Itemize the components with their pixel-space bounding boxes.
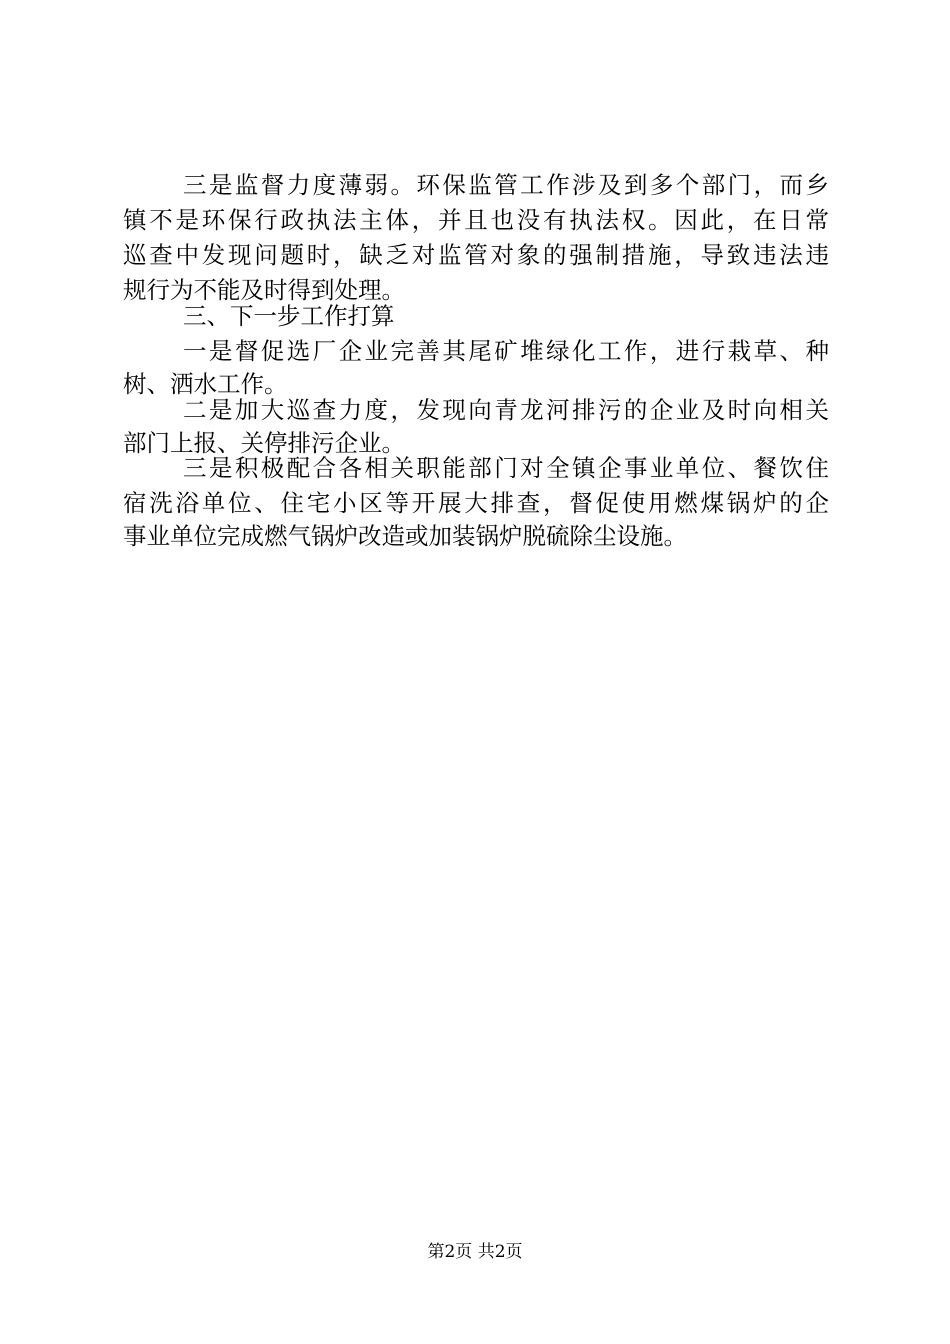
paragraph-3-line-2: 部门上报、关停排污企业。 <box>123 429 405 457</box>
paragraph-4-line-2: 宿洗浴单位、住宅小区等开展大排查，督促使用燃煤锅炉的企 <box>123 489 829 517</box>
paragraph-4-line-1: 三是积极配合各相关职能部门对全镇企事业单位、餐饮住 <box>183 454 829 482</box>
paragraph-2-line-2: 树、洒水工作。 <box>123 370 288 398</box>
paragraph-1-line-1: 三是监督力度薄弱。环保监管工作涉及到多个部门，而乡 <box>183 171 829 199</box>
section-heading: 三、下一步工作打算 <box>183 302 395 330</box>
paragraph-1-line-4: 规行为不能及时得到处理。 <box>123 276 405 304</box>
paragraph-4-line-3: 事业单位完成燃气锅炉改造或加装锅炉脱硫除尘设施。 <box>123 522 687 550</box>
paragraph-1-line-3: 巡查中发现问题时，缺乏对监管对象的强制措施，导致违法违 <box>123 241 829 269</box>
paragraph-2-line-1: 一是督促选厂企业完善其尾矿堆绿化工作，进行栽草、种 <box>183 337 829 365</box>
paragraph-1-line-2: 镇不是环保行政执法主体，并且也没有执法权。因此，在日常 <box>123 206 829 234</box>
page-number-footer: 第2页 共2页 <box>427 1242 523 1262</box>
paragraph-3-line-1: 二是加大巡查力度，发现向青龙河排污的企业及时向相关 <box>183 396 829 424</box>
